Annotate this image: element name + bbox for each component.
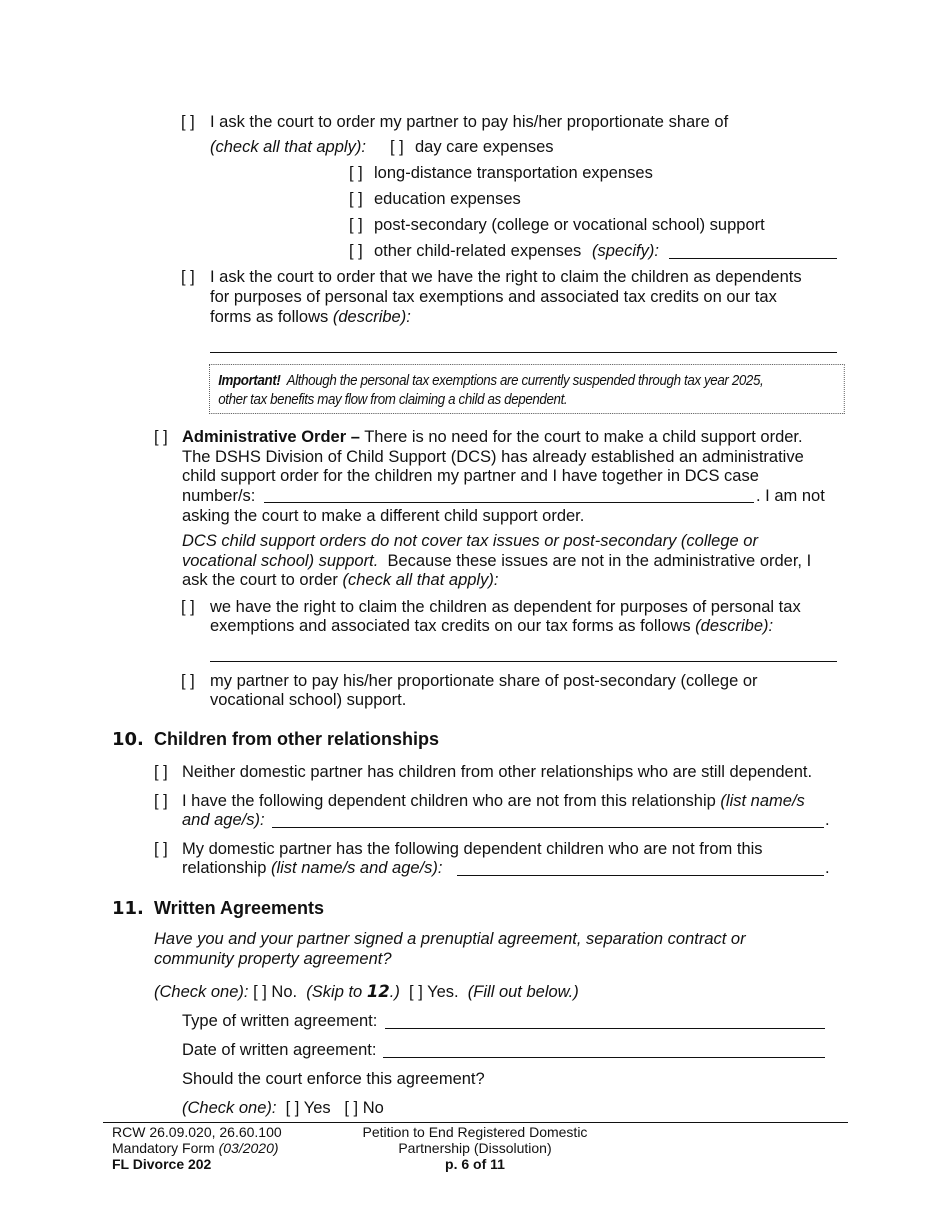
checkbox-agreement-no[interactable]: [ ] <box>253 983 267 1001</box>
proportionate-share-text: I ask the court to order my partner to pay his/her proportionate share of <box>210 113 729 131</box>
checkbox-day-care[interactable]: [ ] <box>390 138 404 156</box>
dependents-describe-field[interactable] <box>210 352 837 353</box>
admin-opt1-line1: we have the right to claim the children as dependent for purposes of personal tax <box>210 598 801 616</box>
footer-left <box>112 1124 282 1172</box>
admin-describe-field[interactable] <box>210 661 837 662</box>
education-label: education expenses <box>374 190 521 208</box>
checkbox-enforce-no[interactable]: [ ] <box>344 1099 359 1117</box>
checkbox-dependents[interactable]: [ ] <box>181 268 195 286</box>
admin-opt2-line2: vocational school) support. <box>210 691 407 709</box>
checkbox-enforce-yes[interactable]: [ ] <box>285 1099 300 1117</box>
checkbox-no-other-children[interactable]: [ ] <box>154 763 168 781</box>
checkbox-other-expenses[interactable]: [ ] <box>349 242 363 260</box>
section-11-number: 11. <box>112 898 144 919</box>
admin-line3: child support order for the children my partner and I have together in DCS case <box>182 467 759 485</box>
dcs-case-number-field[interactable] <box>264 502 754 503</box>
dcs-line2: vocational school) support. Because these issues are not in the administrative order, I <box>182 552 812 570</box>
sec10-opt3-period: . <box>825 859 830 877</box>
sec10-opt2-line1: I have the following dependent children who are not from this relationship (list name/s <box>182 792 805 810</box>
checkbox-admin-post-secondary[interactable]: [ ] <box>181 672 195 690</box>
long-distance-label: long-distance transportation expenses <box>374 164 653 182</box>
my-other-children-field[interactable] <box>272 827 824 828</box>
sec11-check-one-row: (Check one): [ ] No. (Skip to 12.) [ ] Yes. (Fill out below.) <box>154 982 579 1001</box>
admin-opt2-line1: my partner to pay his/her proportionate share of post-secondary (college or <box>210 672 758 690</box>
day-care-label: day care expenses <box>415 138 554 156</box>
other-expenses-field[interactable] <box>669 258 837 259</box>
footer-rule <box>103 1122 848 1123</box>
section-10-number: 10. <box>112 729 144 750</box>
admin-opt1-line2: exemptions and associated tax credits on our tax forms as follows (describe): <box>210 617 774 635</box>
section-11-title: Written Agreements <box>154 898 325 918</box>
footer-center <box>362 1124 588 1172</box>
type-agreement-label: Type of written agreement: <box>182 1012 378 1030</box>
sec10-opt1: Neither domestic partner has children from other relationships who are still dependent. <box>182 763 813 781</box>
admin-line2: The DSHS Division of Child Support (DCS) has already established an administrative <box>182 448 804 466</box>
checkbox-partner-other-children[interactable]: [ ] <box>154 840 168 858</box>
section-10-title: Children from other relationships <box>154 729 440 749</box>
date-agreement-field[interactable] <box>383 1057 825 1058</box>
enforce-question: Should the court enforce this agreement? <box>182 1070 485 1088</box>
dcs-line1: DCS child support orders do not cover tax issues or post-secondary (college or <box>182 532 758 550</box>
footer-rcw: RCW 26.09.020, 26.60.100 <box>112 1124 282 1140</box>
checkbox-proportionate-share[interactable]: [ ] <box>181 113 195 131</box>
partner-other-children-field[interactable] <box>457 875 824 876</box>
footer-title2: Partnership (Dissolution) <box>398 1140 552 1156</box>
date-agreement-label: Date of written agreement: <box>182 1041 377 1059</box>
dcs-line3: ask the court to order (check all that apply): <box>182 571 499 589</box>
important-line2: other tax benefits may flow from claiming a child as dependent. <box>218 392 568 408</box>
important-line1: Although the personal tax exemptions are currently suspended through tax year 2025, <box>286 373 764 389</box>
sec10-opt2-line2: and age/s): <box>182 811 265 829</box>
checkbox-long-distance[interactable]: [ ] <box>349 164 363 182</box>
sec10-opt3-line2: relationship (list name/s and age/s): <box>182 859 443 877</box>
admin-line4-tail: . I am not <box>756 487 825 505</box>
type-agreement-field[interactable] <box>385 1028 825 1029</box>
admin-line1: Administrative Order – There is no need for the court to make a child support order. <box>182 428 803 446</box>
admin-line4-label: number/s: <box>182 487 256 505</box>
sec11-question-line1: Have you and your partner signed a prenuptial agreement, separation contract or <box>154 930 746 948</box>
footer-page: p. 6 of 11 <box>445 1156 505 1172</box>
dependents-line1: I ask the court to order that we have the right to claim the children as dependents <box>210 268 802 286</box>
dependents-line3: forms as follows (describe): <box>210 308 411 326</box>
sec10-opt3-line1: My domestic partner has the following dependent children who are not from this <box>182 840 763 858</box>
checkbox-post-secondary[interactable]: [ ] <box>349 216 363 234</box>
footer-title1: Petition to End Registered Domestic <box>362 1124 588 1140</box>
sec10-opt2-period: . <box>825 811 830 829</box>
dependents-line2: for purposes of personal tax exemptions and associated tax credits on our tax <box>210 288 777 306</box>
sec11-question-line2: community property agreement? <box>154 950 392 968</box>
post-secondary-label: post-secondary (college or vocational school) support <box>374 216 765 234</box>
checkbox-admin-dependents[interactable]: [ ] <box>181 598 195 616</box>
checkbox-agreement-yes[interactable]: [ ] <box>409 983 423 1001</box>
specify-hint: (specify): <box>592 242 659 260</box>
check-all-hint: (check all that apply): <box>210 138 366 156</box>
enforce-check-row: (Check one): [ ] Yes [ ] No <box>182 1099 384 1117</box>
other-expenses-label: other child-related expenses <box>374 242 582 260</box>
checkbox-education[interactable]: [ ] <box>349 190 363 208</box>
checkbox-administrative-order[interactable]: [ ] <box>154 428 168 446</box>
important-label: Important! <box>218 373 281 389</box>
important-note <box>209 364 845 414</box>
admin-line5: asking the court to make a different child support order. <box>182 507 585 525</box>
footer-form-id: FL Divorce 202 <box>112 1156 212 1172</box>
footer-mandatory: Mandatory Form (03/2020) <box>112 1140 279 1156</box>
checkbox-my-other-children[interactable]: [ ] <box>154 792 168 810</box>
